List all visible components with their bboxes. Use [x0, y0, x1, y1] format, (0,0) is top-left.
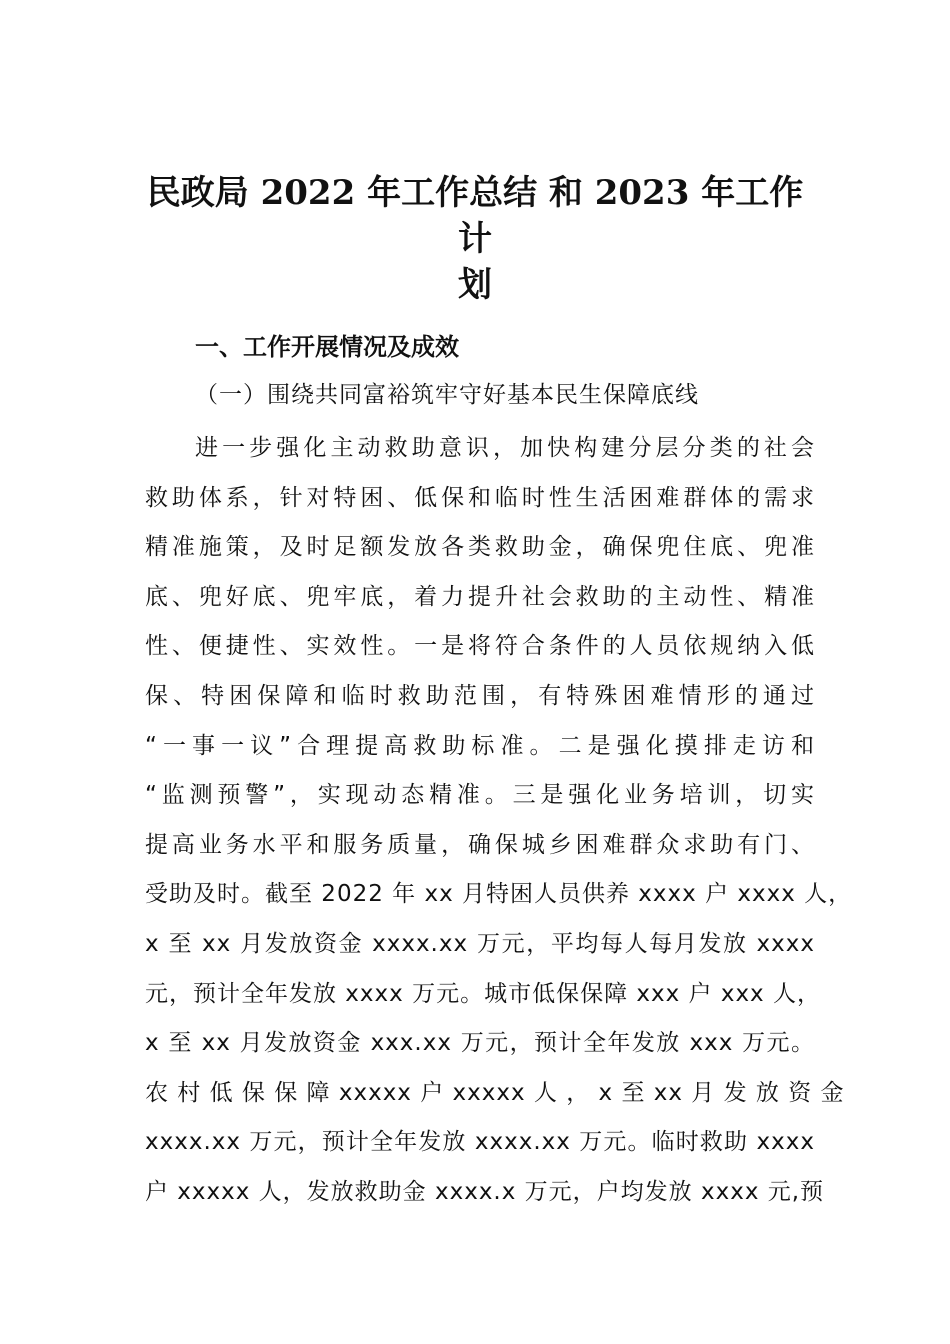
body-line: 救助体系，针对特困、低保和临时性生活困难群体的需求 — [145, 484, 815, 511]
body-line: 户 xxxxx 人，发放救助金 xxxx.x 万元，户均发放 xxxx 元,预 — [145, 1178, 825, 1205]
body-line: 元，预计全年发放 xxxx 万元。城市低保保障 xxx 户 xxx 人， — [145, 980, 821, 1007]
subsection-heading: （一）围绕共同富裕筑牢守好基本民生保障底线 — [195, 382, 699, 408]
body-line: “一事一议”合理提高救助标准。二是强化摸排走访和 — [145, 732, 815, 759]
body-line: xxxx.xx 万元，预计全年发放 xxxx.xx 万元。临时救助 xxxx — [145, 1129, 815, 1156]
body-line: x 至 xx 月发放资金 xxxx.xx 万元，平均每人每月发放 xxxx — [145, 930, 815, 957]
body-line: 受助及时。截至 2022 年 xx 月特困人员供养 xxxx 户 xxxx 人， — [145, 881, 853, 908]
body-line: 底、兜好底、兜牢底，着力提升社会救助的主动性、精准 — [145, 583, 815, 610]
body-line: “监测预警”，实现动态精准。三是强化业务培训，切实 — [145, 782, 815, 809]
body-line: 性、便捷性、实效性。一是将符合条件的人员依规纳入低 — [145, 633, 815, 660]
title-line-1: 民政局 2022 年工作总结 和 2023 年工作计 — [146, 173, 804, 259]
body-paragraph — [145, 424, 853, 1218]
title-line-2: 划 — [458, 265, 492, 305]
body-line: 精准施策，及时足额发放各类救助金，确保兜住底、兜准 — [145, 534, 815, 561]
body-line: 保、特困保障和临时救助范围，有特殊困难情形的通过 — [145, 682, 815, 709]
section-heading: 一、工作开展情况及成效 — [195, 333, 459, 361]
body-line: x 至 xx 月发放资金 xxx.xx 万元，预计全年发放 xxx 万元。 — [145, 1030, 815, 1057]
body-line: 提高业务水平和服务质量，确保城乡困难群众求助有门、 — [145, 831, 815, 858]
body-line: 进一步强化主动救助意识，加快构建分层分类的社会 — [195, 435, 815, 461]
document-title — [140, 170, 810, 308]
body-line: 农 村 低 保 保 障 xxxxx 户 xxxxx 人 ， x 至 xx 月 发 放 资 金 — [145, 1079, 845, 1106]
